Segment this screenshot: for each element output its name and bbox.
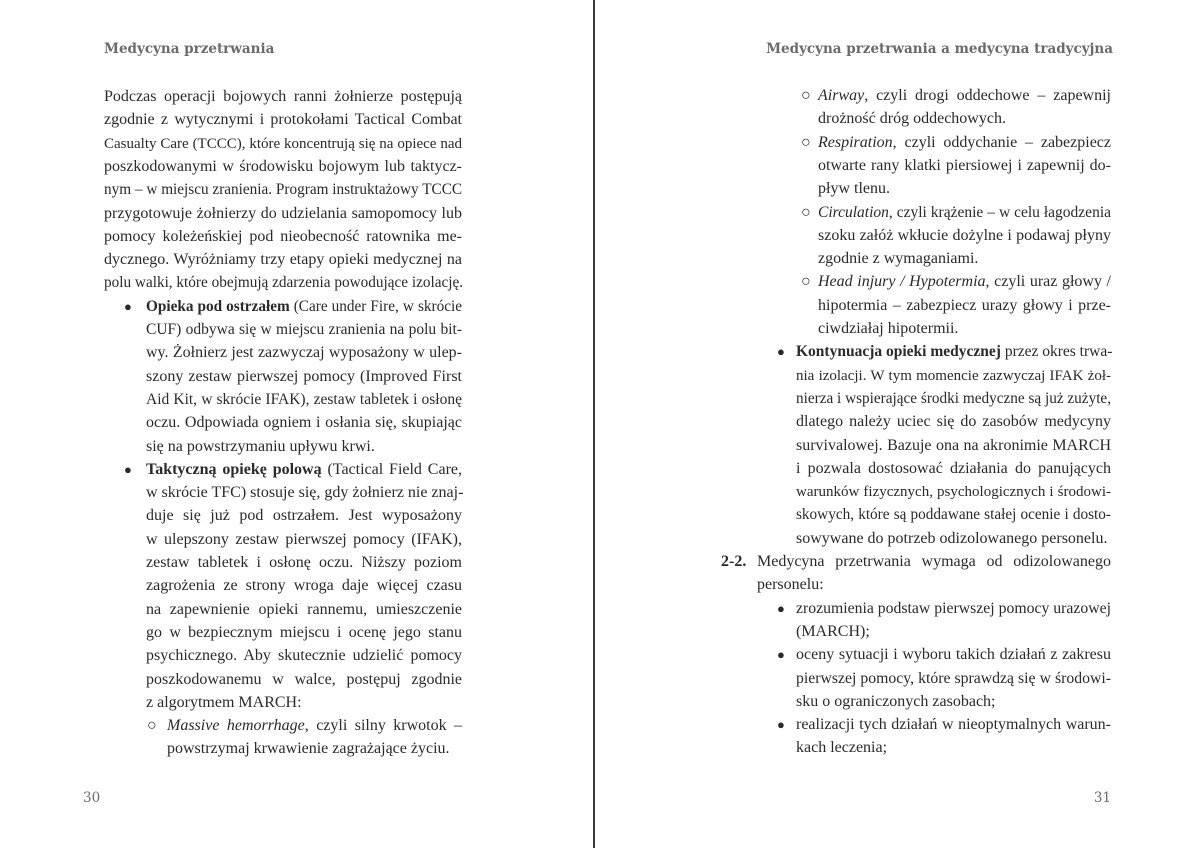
bullet-icon: ● [124, 298, 132, 314]
text-line [796, 365, 1111, 387]
text-run: zgodnie z wytycznymi i protokołami Tactical Combat [104, 111, 462, 129]
text-line [146, 645, 462, 667]
text-line [146, 436, 462, 458]
text-run: zagrożenia ze strony wroga daje więcej czasu [146, 577, 462, 595]
text-run: drożność dróg oddechowych. [818, 110, 1006, 128]
italic-term: Head injury / Hypotermia [818, 273, 986, 291]
text-run: poszkodowanymi w środowisku bojowym lub taktycz- [104, 157, 462, 175]
bullet-icon: ● [777, 647, 785, 663]
text-run: Aid Kit, w skrócie IFAK), zestaw tabletek i osłonę [146, 390, 462, 408]
bold-term: Opieka pod ostrzałem [146, 297, 290, 315]
text-run: zrozumienia podstaw pierwszej pomocy urazowej [796, 599, 1111, 617]
text-line [818, 318, 1111, 340]
text-run: poszkodowanemu w walce, postępuj zgodnie [146, 670, 462, 688]
text-run: survivalowej. Bazuje ona na akronimie MARCH [796, 436, 1111, 454]
text-line [796, 481, 1111, 503]
text-run: nym – w miejscu zranienia. Program instruktażowy TCCC [104, 181, 463, 199]
text-run: psychicznego. Aby skutecznie udzielić pomocy [146, 647, 462, 665]
text-run: nia izolacji. W tym momencie zazwyczaj IFAK żoł- [796, 367, 1111, 384]
text-line [796, 388, 1111, 410]
text-line [818, 132, 1111, 154]
text-line [146, 366, 462, 388]
text-line [146, 529, 462, 551]
text-run: skowych, które są poddawane stałej ocenie i dosto- [796, 506, 1111, 524]
bullet-icon: ● [777, 600, 785, 616]
text-line [796, 644, 1111, 666]
text-line [146, 296, 462, 318]
bullet-icon: ● [124, 461, 132, 477]
text-line [818, 248, 1111, 270]
text-run: pierwszej pomocy, które sprawdzą się w środowi- [796, 669, 1111, 687]
page-number: 31 [1093, 790, 1111, 806]
text-line [146, 342, 462, 364]
sub-bullet-icon: ○ [801, 133, 811, 151]
text-line [146, 412, 462, 434]
italic-term: Respiration [818, 133, 893, 151]
text-run: duje się już pod ostrzałem. Jest wyposażony [146, 507, 462, 525]
text-line [796, 598, 1111, 620]
text-run: sowywane do potrzeb odizolowanego personelu. [796, 529, 1108, 547]
text-run: sku o ograniczonych zasobach; [796, 692, 996, 710]
text-line [104, 249, 462, 271]
text-run: i pozwala dostosować działania do panujących [796, 459, 1111, 477]
text-run: , czyli silny krwotok – [304, 717, 462, 735]
text-line [167, 738, 462, 760]
italic-term: Massive hemorrhage [167, 717, 305, 735]
text-run: realizacji tych działań w nieoptymalnych warun- [796, 716, 1111, 734]
text-line [796, 504, 1111, 526]
italic-term: Circulation [818, 203, 889, 221]
text-run: ciwdziałaj hipotermii. [818, 320, 959, 337]
text-line [796, 528, 1111, 550]
text-run: szony zestaw pierwszej pomocy (Improved First [146, 367, 462, 385]
text-run: (Tactical Field Care, [321, 460, 462, 478]
text-run: go w bezpiecznym miejscu i ocenę jego stanu [146, 623, 462, 641]
text-run: (Care under Fire, w skrócie [289, 297, 462, 315]
text-line [104, 272, 462, 294]
text-line [104, 109, 462, 131]
text-run: na zapewnienie opieki rannemu, umieszczenie [146, 600, 462, 618]
bullet-icon: ● [777, 344, 785, 360]
text-run: Casualty Care (TCCC), które koncentrują się na opiece nad [104, 135, 462, 152]
text-line [818, 225, 1111, 247]
text-line [146, 482, 462, 504]
text-run: Podczas operacji bojowych ranni żołnierze postępują [104, 88, 462, 105]
text-run: dlatego należy uciec się do zasobów medycyny [796, 413, 1111, 431]
page-gutter-divider [593, 0, 595, 848]
bold-term: Taktyczną opiekę polową [146, 460, 322, 478]
text-run: się na powstrzymaniu upływu krwi. [146, 437, 375, 455]
text-line [146, 669, 462, 691]
right-page [596, 0, 1203, 848]
text-line [818, 108, 1111, 130]
text-run: zestaw tabletek i osłonę oczu. Niższy poziom [146, 554, 462, 571]
text-line [146, 552, 462, 574]
sub-bullet-icon: ○ [147, 717, 157, 735]
text-line [796, 435, 1111, 457]
text-run: , czyli uraz głowy / [985, 273, 1112, 291]
text-run: w ulepszony zestaw pierwszej pomocy (IFAK), [146, 530, 462, 548]
text-line [796, 737, 1111, 759]
text-line [796, 341, 1111, 363]
text-run: nierza i wspierające środki medyczne są już zużyte, [796, 389, 1112, 407]
text-run: pomocy koleżeńskiej pod nieobecność ratownika me- [104, 227, 462, 245]
text-line [796, 714, 1111, 736]
text-line [818, 178, 1111, 200]
text-run: powstrzymaj krwawienie zagrażające życiu. [167, 740, 450, 758]
text-line [796, 458, 1111, 480]
text-line [146, 692, 462, 714]
text-line [818, 155, 1111, 177]
text-line [146, 389, 462, 411]
text-run: oceny sytuacji i wyboru takich działań z zakresu [796, 646, 1111, 664]
text-run: oczu. Odpowiada ogniem i osłania się, skupiając [146, 414, 462, 432]
text-run: przygotowuje żołnierzy do udzielania samopomocy lub [104, 204, 462, 222]
text-run: pływ tlenu. [818, 180, 890, 198]
text-line [796, 621, 1111, 643]
running-header: Medycyna przetrwania [104, 41, 275, 57]
text-line [146, 622, 462, 644]
text-run: personelu: [757, 576, 824, 594]
text-line [146, 575, 462, 597]
text-run: w skrócie TFC) stosuje się, gdy żołnierz nie znaj- [146, 484, 464, 502]
text-run: szoku załóż wkłucie dożylne i podawaj płyny [818, 226, 1111, 244]
text-line [146, 505, 462, 527]
text-run: , czyli krążenie – w celu łagodzenia [888, 203, 1111, 221]
text-line [757, 574, 1111, 596]
text-line [818, 202, 1111, 224]
text-line [757, 551, 1111, 573]
sub-bullet-icon: ○ [801, 273, 811, 291]
text-run: wy. Żołnierz jest zazwyczaj wyposażony w ulep- [146, 344, 462, 362]
text-run: dycznego. Wyróżniamy trzy etapy opieki medycznej na [104, 251, 462, 269]
text-line [104, 133, 462, 155]
text-line [818, 85, 1111, 107]
text-run: (MARCH); [796, 622, 870, 640]
text-run: Medycyna przetrwania wymaga od odizolowanego [757, 553, 1111, 570]
page-number: 30 [83, 790, 101, 806]
text-line [104, 86, 462, 108]
left-page [0, 0, 594, 848]
text-line [796, 411, 1111, 433]
text-line [796, 668, 1111, 690]
text-line [818, 295, 1111, 317]
text-line [146, 459, 462, 481]
text-run: przez okres trwa- [1000, 343, 1113, 361]
text-run: otwarte rany klatki piersiowej i zapewnij do- [818, 156, 1111, 174]
text-run: kach leczenia; [796, 739, 888, 757]
running-header: Medycyna przetrwania a medycyna tradycyjna [766, 41, 1113, 57]
text-line [104, 226, 462, 248]
text-line [146, 319, 462, 341]
bullet-icon: ● [777, 717, 785, 733]
text-run: warunków fizycznych, psychologicznych i środowi- [796, 484, 1111, 501]
text-line [104, 203, 462, 225]
text-run: z algorytmem MARCH: [146, 693, 302, 711]
list-number: 2-2. [721, 553, 747, 570]
sub-bullet-icon: ○ [801, 203, 811, 221]
bold-term: Kontynuacja opieki medycznej [796, 343, 1001, 361]
text-line [796, 691, 1111, 713]
sub-bullet-icon: ○ [801, 87, 811, 104]
text-line [146, 599, 462, 621]
text-line [104, 179, 462, 201]
text-run: zgodnie z wymaganiami. [818, 250, 979, 268]
text-run: , czyli drogi oddechowe – zapewnij [864, 87, 1111, 104]
italic-term: Airway [818, 87, 865, 104]
text-run: polu walki, które obejmują zdarzenia powodujące izolację. [104, 274, 464, 292]
text-run: , czyli oddychanie – zabezpiecz [892, 133, 1111, 151]
text-run: CUF) odbywa się w miejscu zranienia na polu bit- [146, 321, 462, 338]
text-run: hipotermia – zabezpiecz urazy głowy i prze- [818, 296, 1111, 314]
text-line [104, 156, 462, 178]
text-line [167, 715, 462, 737]
text-line [818, 271, 1111, 293]
